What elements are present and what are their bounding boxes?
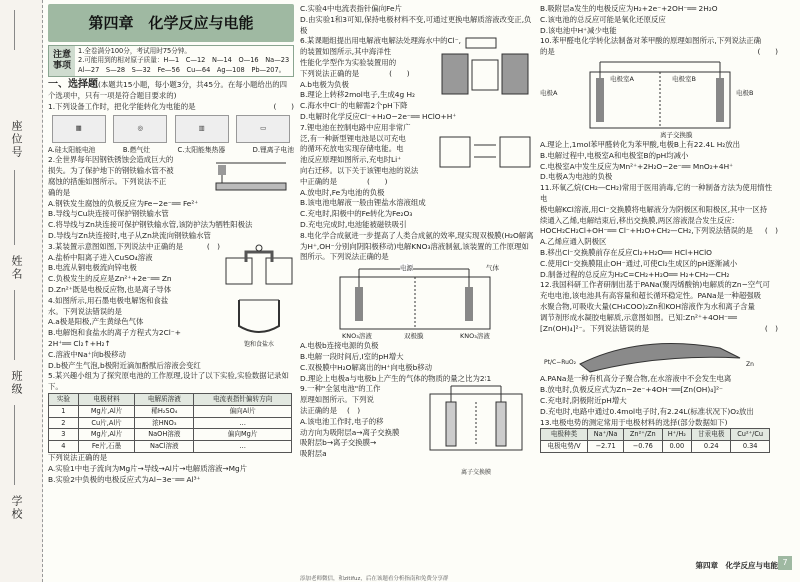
q10-option: C.电极室A中发生反应为Mn²⁺+2H₂O−2e⁻══ MnO₂+4H⁺	[540, 161, 734, 171]
q5-option: B.实验2中负极的电极反应式为Al−3e⁻══ Al³⁺	[48, 474, 201, 484]
q3-option: D.Zn²⁺既是电极反应物,也是离子导体	[48, 284, 172, 294]
q5-option: D.由实验1和3可知,保持电极材料不变,可通过更换电解质溶液改变正,负极	[300, 14, 532, 35]
fig-caption: 离子交换膜	[460, 469, 491, 477]
chamber-b-label: 电极室B	[672, 74, 696, 83]
q4-option: 2H⁺══ Cl₂↑+H₂↑	[48, 338, 111, 348]
q6-line: 的装置如图所示,其中海洋性	[300, 47, 392, 57]
q11-option: B.移出Cl⁻交换膜前存在反应Cl₂+H₂O══ HCl+HClO	[540, 247, 712, 257]
q12-line: 水聚合物,可吸收大量(CH₃COO)₂Zn和KOH溶液作为水和离子含量	[540, 301, 755, 311]
gas-label: 气体	[486, 264, 499, 273]
q7-option: B.该电池电解液一般由锂盐水溶液组成	[300, 198, 426, 208]
q3-line: 3.某装置示意图如图,下列说法中正确的是 ( )	[48, 241, 220, 251]
q7-line: 7.锂电池在控制电路中应用非常广	[300, 122, 411, 132]
school-label: 学校	[10, 495, 23, 521]
power-label: 电源	[400, 264, 413, 273]
table-header: 电解质溶液	[135, 393, 194, 405]
q3-option: B.电流从铜电极流向锌电极	[48, 263, 137, 273]
q11-option: A.乙烯应通入阴极区	[540, 237, 607, 247]
chamber-a-label: 电极室A	[610, 74, 634, 83]
q2-line: 确的是	[48, 187, 71, 197]
q4-line: 4.如图所示,用石墨电极电解饱和食盐	[48, 295, 169, 305]
q10-option: D.电极A为电池的负极	[540, 172, 613, 182]
column-2	[300, 4, 536, 477]
q5-table	[48, 393, 292, 453]
q6-line: 6.某课题组提出用电解液电解法处理海水中的Cl⁻,	[300, 36, 461, 46]
q3-option: A.盐桥中阳离子进入CuSO₄溶液	[48, 252, 153, 262]
q11-line: HOCH₂CH₂Cl+OH⁻══ Cl⁻+H₂O+CH₂—CH₂,下列说法错误的是 ( )	[540, 226, 778, 236]
q12-line: 充电电池,该电池具有高容量和超长循环稳定性。PANa是一种超强吸	[540, 291, 761, 301]
q8-option: B.电解一段时间后,I室的pH增大	[300, 351, 404, 361]
notice-box	[48, 45, 294, 77]
pipe-diagram-svg	[206, 155, 294, 195]
q9-option: C.该电池的总反应可能是氧化还原反应	[540, 14, 666, 24]
q7-line: 中正确的是 ( )	[300, 176, 388, 186]
q1-text: 1.下列设备工作时，把化学能转化为电能的是	[48, 101, 196, 111]
q9-line: 法正确的是 ( )	[300, 405, 361, 415]
q7-line: 的循环充放电实现存储电能。电	[300, 144, 404, 154]
electrolysis-u-tube-diagram	[224, 296, 294, 351]
q5-after: 下列说法正确的是	[48, 452, 108, 462]
solar-heater-image: ▥	[175, 115, 229, 143]
seawater-electrolysis-diagram	[436, 36, 536, 104]
q12-line: [Zn(OH)₄]²⁻。下列说法错误的是 ( )	[540, 323, 778, 333]
kno3-label-right: KNO₃溶液	[460, 332, 490, 341]
q8-text: 8.电化学合成氨进一步提高了人类合成氨的效率,现实现双极膜(H₂O解离为H⁺,OH⁻分别向阴阳极移动)电解KNO₃溶液制氨,该装置的工作原理如图所示。下列说法正确的是	[300, 230, 534, 262]
lithium-battery-diagram	[436, 123, 536, 183]
q7-line: 泛,有一种新型锂电池是以可充电	[300, 133, 406, 143]
zinc-air-cell-diagram	[540, 334, 778, 374]
q11-option: C.使用Cl⁻交换膜阻止OH⁻通过,可使Cl₂生成区的pH逐渐减小	[540, 258, 738, 268]
table-row: 1 Mg片,Al片 稀H₂SO₄ 偏向Al片	[49, 405, 292, 417]
q11-line: 11.环氧乙烷(CH₂—CH₂)常用于医用消毒,它的一种制备方法为使用惰性电	[540, 183, 772, 203]
q5-text: 5.某兴趣小组为了探究原电池的工作原理,设计了以下实验,实验数据记录如下。	[48, 371, 289, 392]
q2-option: D.导线与Zn块连接时,电子从Zn块流向钢铁输水管	[48, 230, 211, 240]
q9-option: B.吸附层a发生的电极反应为H₂+2e⁻+2OH⁻══ 2H₂O	[540, 4, 718, 13]
galvanic-cell-diagram	[224, 244, 294, 292]
q10-option: B.电解过程中,电极室A和电极室B的pH均减小	[540, 150, 689, 160]
q10-option: A.理论上,1mol苯甲醛转化为苯甲酸,电极B上有22.4L H₂放出	[540, 139, 740, 149]
zn-label: Zn	[746, 361, 754, 369]
metal-block	[218, 165, 226, 175]
margin-line	[14, 170, 15, 245]
solar-panel-image: ▦	[52, 115, 106, 143]
q13-text: 13.电极电势的测定常用于电极材料的选择(部分数据如下)	[540, 417, 728, 427]
q4-line: 水。下列说法错误的是	[48, 306, 122, 316]
q6-option: A.b电极为负极	[300, 79, 349, 89]
q13-table: 电极种类 Na⁺/Na Zn²⁺/Zn H⁺/H₂ 甘汞电极 Cu²⁺/Cu 电极电势/V −2.71 −0.76 0.00 0.24 0.34	[540, 428, 770, 453]
battery-image: ▭	[236, 115, 290, 143]
q12-option: C.充电时,阴极附近pH增大	[540, 395, 627, 405]
seat-label: 座位号	[10, 120, 23, 159]
q2-line: 腐蚀的措施如图所示。下列说法不正	[48, 177, 167, 186]
q8-option: C.双极膜中H₂O解离出的H⁺向电极b移动	[300, 362, 433, 372]
q2-option: C.将导线与Zn块连接可保护钢铁输水管,该防护法为牺牲阳极法	[48, 220, 253, 230]
margin-line	[14, 290, 15, 360]
catalyst-label: Pt/C−RuO₂	[544, 359, 577, 367]
q2-option: B.导线与Cu块连接可保护钢铁输水管	[48, 209, 169, 219]
table-row: 电极电势/V −2.71 −0.76 0.00 0.24 0.34	[541, 441, 770, 453]
ammonia-synthesis-diagram	[300, 263, 536, 341]
q5-option: C.实验4中电流表指针偏向Fe片	[300, 4, 402, 13]
q9-line: 原理如图所示。下列说	[300, 395, 374, 405]
chapter-footer: 第四章 化学反应与电能	[695, 561, 778, 570]
table-header: 电流表指针偏转方向	[194, 393, 292, 405]
q2-option: A.钢铁发生腐蚀的负极反应为Fe−2e⁻══ Fe²⁺	[48, 198, 199, 208]
notice-label: 注意事项	[49, 46, 75, 76]
q12-option: B.放电时,负极反应式为Zn−2e⁻+4OH⁻══[Zn(OH)₄]²⁻	[540, 385, 723, 395]
q11-line: 极电解KCl溶液,用Cl⁻交换膜将电解液分为阴极区和阳极区,其中一区持	[540, 204, 768, 214]
q7-option: A.放电时,Fe为电池的负极	[300, 187, 385, 197]
pipe-diagram	[206, 155, 294, 195]
q4-option: C.溶液中Na⁺向b极移动	[48, 349, 126, 359]
margin-line	[14, 405, 15, 485]
benzaldehyde-cell-diagram	[540, 58, 778, 140]
q11-option: D.制备过程的总反应为H₂C=CH₂+H₂O══ H₂+CH₂—CH₂	[540, 269, 730, 279]
table-row: 4 Fe片,石墨 NaCl溶液 …	[49, 441, 292, 453]
table-header: 实验	[49, 393, 79, 405]
electrode-b-label: 电极B	[736, 88, 754, 97]
notice-line: 1.全卷满分100分，考试用时75分钟。	[78, 47, 191, 55]
column-1: 第四章 化学反应与电能 注意事项 1.全卷满分100分，考试用时75分钟。 2.可能用到的相对原子质量：H—1 C—12 N—14 O—16 Na—23 Al—27 S—28 S—32 Fe—56 Cu—64 Ag—108 Pb—207。 一、选择题(本题共15小题，每小题3分，共45分。在每小题给出的四个选项中，只有一项是符合题目要求的) 1.下列设备工作时，把化学能转化为电能的是 ( ) ▦ ◎ ▥ ▭ A.硅太阳能电池 B.燃气灶 C.太阳能集热器 D.锂离子电池 2.全世界每年因钢铁锈蚀会造成巨大的 损失。为了保护地下的钢铁输水管不被 腐蚀的措施如图所示。下列说法不正 确的是 A.钢铁发生腐蚀的负极反应为Fe−2e⁻══ Fe²⁺ B.导线与Cu块连接可保护钢铁输水管 C.将导线与Zn块连接可保护钢铁输水管,该防护法为牺牲阳极法 D.导线与Zn块连接时,电子从Zn块流向钢铁输水管 3.某装置示意图如图,下列说法中正确的是 ( ) A.盐桥中阳离子进入CuSO₄溶液 B.电流从铜电极流向锌电极 C.负极发生的反应是Zn²⁺+2e⁻══ Zn D.Zn²⁺既是电极反应物,也是离子导体 饱和食盐水 4.如图所示,用石墨电极电解饱和食盐 水。下列说法错误的是 A.a极是阳极,产生黄绿色气体 B.电解饱和食盐水的离子方程式为2Cl⁻+ 2H⁺══ Cl₂↑+H₂↑ C.溶液中Na⁺向b极移动 D.b极产生气泡,b极附近滴加酚酞后溶液会变红 5.某兴趣小组为了探究原电池的工作原理,设计了以下实验,实验数据记录如下。 实验 电极材料 电解质溶液 电流表指针偏转方向 1 Mg片,Al片 稀H₂SO₄ 偏向Al片 2 Cu片,Al片 浓HNO₃ … 3 Mg片,Al片 NaOH溶液 偏向Mg片 4 Fe片,石墨 NaCl溶液 … 下列说法正确的是 A.实验1中电子流向为Mg片→导线→Al片→电解质溶液→Mg片 B.实验2中负极的电极反应式为Al−3e⁻══ Al³⁺	[48, 4, 294, 485]
q12-line: 12.我国科研工作者研制出基于PANa(聚丙烯酸钠)电解质的Zn−空气可	[540, 280, 770, 290]
margin-line	[14, 10, 15, 50]
q10-text: 10.苯甲醛电化学转化法制备对苯甲酸的原理如图所示,下列说法正确	[540, 36, 762, 46]
q4-option: B.电解饱和食盐水的离子方程式为2Cl⁻+	[48, 328, 181, 338]
table-header: 电极材料	[78, 393, 135, 405]
q8-option: D.理论上电极a与电极b上产生的气体的物质的量之比为2∶1	[300, 373, 492, 383]
q12-option: A.PANa是一种有机高分子聚合物,在水溶液中不会发生电离	[540, 374, 732, 384]
q8-option: A.电极b连接电源的负极	[300, 341, 379, 351]
gas-stove-image: ◎	[113, 115, 167, 143]
chapter-title: 第四章 化学反应与电能	[48, 4, 294, 42]
q2-line: 2.全世界每年因钢铁锈蚀会造成巨大的	[48, 155, 174, 165]
q12-option: D.充电时,电路中通过0.4mol电子时,有2.24L(标准状况下)O₂放出	[540, 406, 754, 416]
q4-option: A.a极是阳极,产生黄绿色气体	[48, 317, 144, 327]
section-heading: 一、选择题(本题共15小题，每小题3分，共45分。在每小题给出的四个选项中，只有一项是符合题目要求的)	[48, 79, 287, 101]
electrode-a-label: 电极A	[540, 88, 558, 97]
notice-line: 2.可能用到的相对原子质量：H—1 C—12 N—14 O—16 Na—23	[78, 56, 290, 65]
class-label: 班级	[10, 370, 23, 396]
table-row: 3 Mg片,Al片 NaOH溶液 偏向Mg片	[49, 429, 292, 441]
q5-option: A.实验1中电子流向为Mg片→导线→Al片→电解质溶液→Mg片	[48, 463, 248, 473]
q7-option: D.充电完成时,电池能被磁铁吸引	[300, 219, 407, 229]
q11-line: 续通入乙烯,电解结束后,移出交换膜,两区溶液混合发生反应:	[540, 215, 735, 225]
steel-pipe	[216, 183, 286, 190]
q1-option-c: C.太阳能集热器	[177, 145, 226, 154]
q12-line: 调节剂形成水凝胶电解质,示意图如图。已知:Zn²⁺+4OH⁻══	[540, 312, 737, 322]
q3-option: C.负极发生的反应是Zn²⁺+2e⁻══ Zn	[48, 274, 172, 284]
q6-option: C.海水中Cl⁻的电解需2个pH下降	[300, 101, 408, 111]
hydrogen-cell-diagram	[416, 384, 536, 479]
q9-option: A.该电池工作时,电子的移	[300, 416, 384, 426]
q6-option: D.电解时化学反应Cl⁻+H₂O−2e⁻══ HClO+H⁺	[300, 111, 457, 121]
q7-option: C.充电时,阳极中的Fe转化为Fe₂O₃	[300, 209, 413, 219]
ion-membrane-label: 离子交换膜	[660, 130, 693, 139]
q6-option: B.理论上转移2mol电子,生成4g H₂	[300, 90, 416, 100]
q1-option-d: D.锂离子电池	[252, 145, 294, 154]
q9-option: 吸附层b→离子交换膜→	[300, 438, 377, 448]
q10-text: 的是 ( )	[540, 47, 778, 57]
page-number: 7	[778, 556, 792, 570]
q4-option: D.b极产生气泡,b极附近滴加酚酞后溶液会变红	[48, 360, 201, 370]
bipolar-membrane-label: 双极膜	[404, 332, 424, 341]
fig-caption: 饱和食盐水	[243, 340, 274, 348]
q9-option: D.该电池中H⁺减少电能	[540, 25, 617, 35]
table-row: 2 Cu片,Al片 浓HNO₃ …	[49, 417, 292, 429]
watermark-text: 添加老师微信，和zitifuz，后在该题看分析指南和免费分享群	[300, 576, 449, 582]
q9-line: 9.一种"全氢电池"的工作	[300, 384, 381, 394]
q1-option-a: A.硅太阳能电池	[48, 145, 96, 154]
notice-line: Al—27 S—28 S—32 Fe—56 Cu—64 Ag—108 Pb—207。	[78, 65, 286, 74]
name-label: 姓名	[10, 255, 23, 281]
column-3	[540, 4, 778, 453]
q7-line: 向右迁移。以下关于该锂电池的说法	[300, 165, 419, 175]
q9-option: 吸附层a	[300, 449, 327, 459]
q6-line: 性能化学型作为实验装置用的	[300, 57, 397, 67]
binding-margin	[0, 0, 43, 582]
kno3-label-left: KNO₃溶液	[342, 332, 372, 341]
q9-option: 动方向为吸附层a→离子交换膜	[300, 427, 400, 437]
q1-figures	[48, 113, 294, 145]
q7-line: 池反应原理如图所示,充电时Li⁺	[300, 155, 402, 165]
q2-line: 损失。为了保护地下的钢铁输水管不被	[48, 166, 174, 176]
q6-line: 下列说法正确的是 ( )	[300, 68, 410, 78]
q1-option-b: B.燃气灶	[122, 145, 151, 154]
